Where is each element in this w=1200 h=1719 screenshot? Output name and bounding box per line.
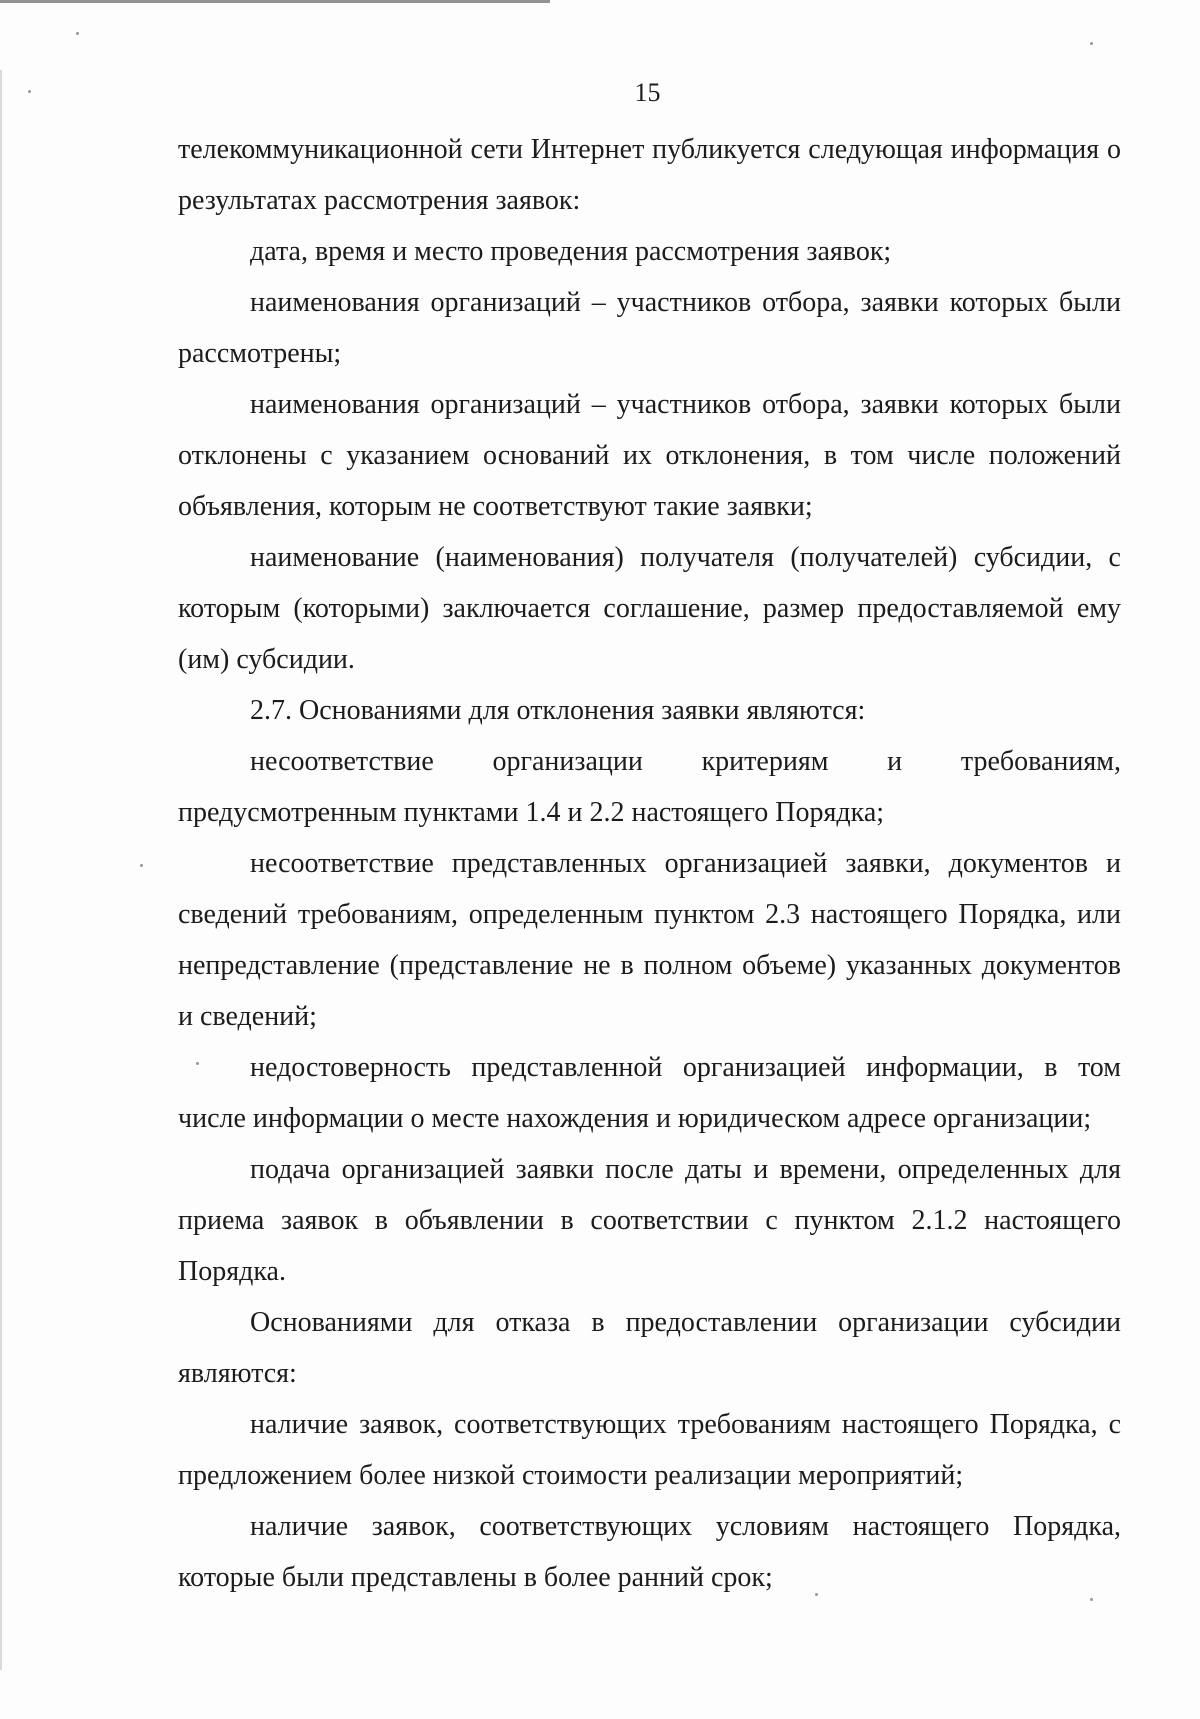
paragraph: телекоммуникационной сети Интернет публикуется следующая информация о результатах рассмотрения заявок: [178,134,1121,216]
scan-speck [140,864,143,867]
document-body [178,124,1121,1603]
paragraph: наименования организаций – участников отбора, заявки которых были рассмотрены; [178,287,1121,369]
scan-edge-top [0,0,550,3]
paragraph: Основаниями для отказа в предоставлении организации субсидии являются: [178,1307,1121,1389]
scan-speck [1090,42,1093,45]
paragraph: несоответствие организации критериям и требованиям, предусмотренным пунктами 1.4 и 2.2 настоящего Порядка; [178,746,1121,828]
paragraph: подача организацией заявки после даты и времени, определенных для приема заявок в объявлении в соответствии с пунктом 2.1.2 настоящего Порядка. [178,1154,1121,1287]
page-number: 15 [634,78,661,107]
paragraph: несоответствие представленных организацией заявки, документов и сведений требованиям, определенным пунктом 2.3 настоящего Порядка, или непредставление (представление не в полном объеме) указанных документов и сведений; [178,848,1121,1032]
scan-edge-left [0,70,2,1670]
paragraph: недостоверность представленной организацией информации, в том числе информации о месте нахождения и юридическом адресе организации; [178,1052,1121,1134]
scan-speck [76,32,79,35]
paragraph: наименование (наименования) получателя (получателей) субсидии, с которым (которыми) заключается соглашение, размер предоставляемой ему (им) субсидии. [178,542,1121,675]
section-heading: 2.7. Основаниями для отклонения заявки являются: [250,695,866,726]
paragraph: наименования организаций – участников отбора, заявки которых были отклонены с указанием оснований их отклонения, в том числе положений объявления, которым не соответствуют такие заявки; [178,389,1121,522]
paragraph: наличие заявок, соответствующих требованиям настоящего Порядка, с предложением более низкой стоимости реализации мероприятий; [178,1409,1121,1491]
paragraph: наличие заявок, соответствующих условиям настоящего Порядка, которые были представлены в более ранний срок; [178,1511,1121,1593]
paragraph: дата, время и место проведения рассмотрения заявок; [250,236,892,267]
